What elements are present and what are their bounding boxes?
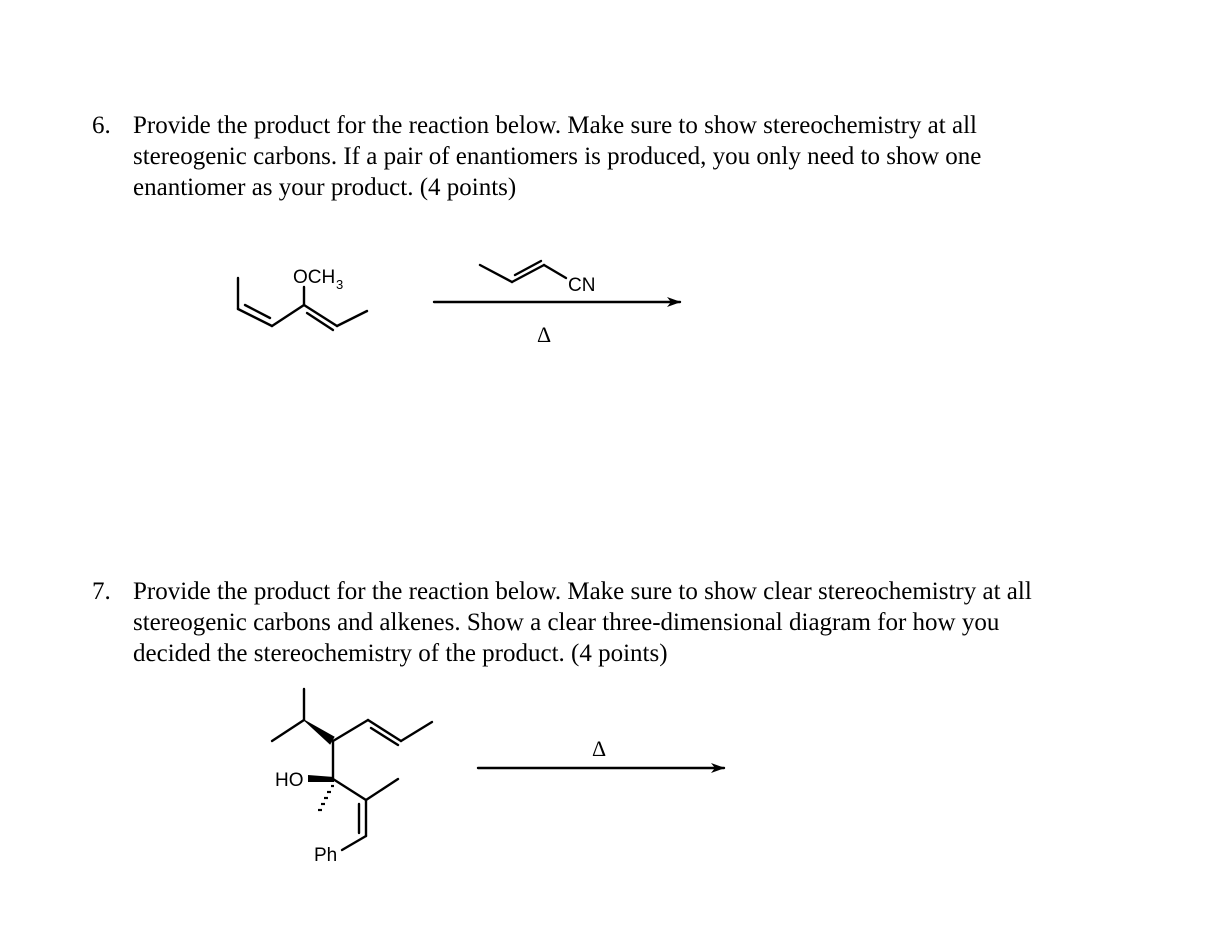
q7-isopropyl-methyl-left bbox=[272, 720, 304, 741]
q7-propenyl-methyl-bond bbox=[401, 722, 432, 741]
q6-heat-symbol: Δ bbox=[537, 322, 552, 347]
q7-reactant-structure bbox=[272, 689, 432, 866]
q6-diene-single-bond bbox=[272, 305, 304, 326]
q7-phenyl-label: Ph bbox=[314, 845, 338, 866]
q7-wedge-bond-isopropyl bbox=[304, 720, 334, 744]
q7-hydroxyl-label: HO bbox=[275, 770, 304, 791]
q7-propenyl-single-bond bbox=[333, 720, 368, 741]
q6-diene-methyl-bond bbox=[337, 311, 367, 326]
q6-diene-structure bbox=[238, 267, 367, 330]
q7-alkenyl-methyl-bond bbox=[366, 779, 398, 800]
q6-dienophile-structure bbox=[480, 261, 595, 296]
q6-dienophile-methyl-bond bbox=[480, 265, 512, 282]
q6-diene-double-bond-1-inner bbox=[245, 305, 270, 318]
question-6-number: 6. bbox=[92, 112, 111, 139]
question-7-number: 7. bbox=[92, 578, 111, 605]
q6-methoxy-label: OCH bbox=[293, 267, 336, 288]
q6-dienophile-nitrile-bond bbox=[544, 265, 566, 278]
q7-alkenyl-single-bond bbox=[333, 779, 366, 800]
question-7-line-2: stereogenic carbons and alkenes. Show a clear three-dimensional diagram for how you bbox=[133, 609, 1000, 636]
q6-nitrile-label: CN bbox=[568, 275, 596, 296]
question-6-line-2: stereogenic carbons. If a pair of enantiomers is produced, you only need to show one bbox=[133, 143, 982, 170]
question-7-line-1: Provide the product for the reaction below. Make sure to show clear stereochemistry at all bbox=[133, 578, 1032, 605]
q7-heat-symbol: Δ bbox=[592, 736, 607, 761]
question-6-line-3: enantiomer as your product. (4 points) bbox=[133, 174, 517, 201]
question-7-line-3: decided the stereochemistry of the product. (4 points) bbox=[133, 640, 668, 667]
q7-hashed-bond bbox=[318, 786, 334, 810]
q6-methoxy-subscript: 3 bbox=[336, 277, 344, 292]
question-6-line-1: Provide the product for the reaction below. Make sure to show stereochemistry at all bbox=[133, 112, 977, 139]
q7-wedge-bond-hydroxyl bbox=[308, 775, 334, 782]
q7-phenyl-bond bbox=[342, 836, 366, 850]
